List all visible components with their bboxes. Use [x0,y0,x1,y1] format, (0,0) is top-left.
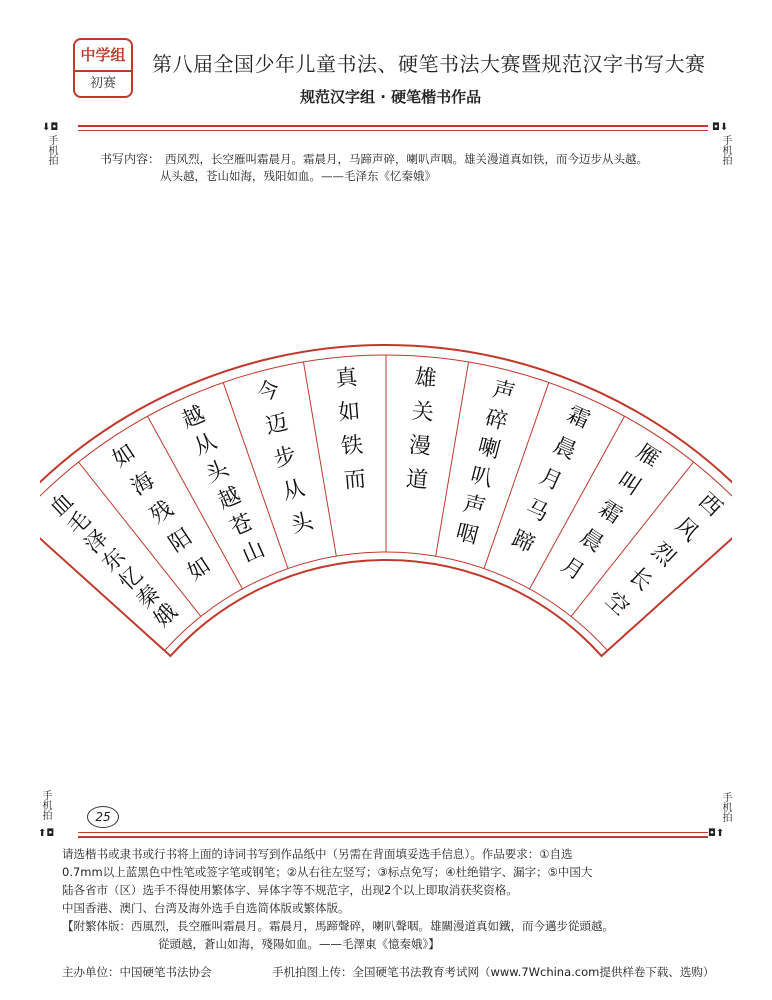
footer-organizer: 主办单位：中国硬笔书法协会 [62,965,212,979]
fan-character: 血 [45,488,79,522]
content-line-1: 西风烈，长空雁叫霜晨月。霜晨月，马蹄声碎，喇叭声咽。雄关漫道真如铁，而今迈步从头越。 [165,152,648,166]
fan-character: 月 [535,464,566,496]
fan-character: 阳 [164,524,197,558]
fan-character: 迈 [263,409,291,440]
fan-character: 如 [337,399,362,426]
fan-character: 月 [556,552,589,586]
fan-character: 长 [623,562,657,597]
fan-character: 蹄 [507,526,539,559]
fan-character: 碎 [482,405,511,436]
round-label: 初赛 [89,76,116,91]
fan-character: 海 [126,467,160,501]
camera-icon: ⬇◘ [42,122,59,133]
fan-character: 霜 [563,401,594,434]
fan-character: 马 [521,495,553,527]
fan-character: 秦 [132,580,166,615]
fan-character: 声 [489,377,518,407]
fan-writing-sheet [40,330,732,660]
fan-character: 雄 [413,365,438,393]
fan-character: 道 [405,466,430,494]
fan-character: 头 [202,455,233,488]
camera-icon: ◘⬇ [712,122,729,133]
fan-character: 关 [410,399,435,426]
fan-character: 如 [108,439,141,473]
bottom-rule-thin [78,832,708,833]
fan-character: 空 [600,587,634,621]
fan-character: 铁 [340,433,365,460]
instruction-line: 请选楷书或隶书或行书将上面的诗词书写到作品纸中（另需在背面填妥选手信息）。作品要求：①自选 [62,847,573,861]
instruction-line: 中国香港、澳门、台湾及海外选手自选简体版或繁体版。 [62,901,350,915]
camera-icon: ◘⬆ [708,828,725,839]
fan-character: 从 [190,428,221,461]
instruction-line: 【附繁体版：西風烈，長空雁叫霜晨月。霜晨月，馬蹄聲碎，喇叭聲咽。雄關漫道真如鐵，而今邁步從頭越。 [62,919,614,933]
fan-character: 头 [288,508,316,539]
instruction-line: 從頭越，蒼山如海，殘陽如血。——毛澤東《憶秦娥》】 [158,937,440,951]
group-badge [73,38,133,98]
instruction-line: 陆各省市（区）选手不得使用繁体字、异体字等不规范字，出现2个以上即取消获奖资格。 [62,883,518,897]
instruction-line: 0.7mm以上蓝黑色中性笔或签字笔或钢笔；②从右往左竖写；③标点免写；④杜绝错字、漏字；⑤中国大 [62,865,593,879]
camera-icon: ⬆◘ [38,828,55,839]
fan-character: 今 [254,377,283,407]
fan-character: 喇 [475,434,503,464]
fan-character: 山 [238,536,269,569]
fan-character: 东 [97,543,131,578]
fan-character: 雁 [631,439,664,473]
page-title: 第八届全国少年儿童书法、硬笔书法大赛暨规范汉字书写大赛 [152,52,706,76]
content-line-2: 从头越，苍山如海，残阳如血。——毛泽东《忆秦娥》 [160,169,436,183]
fan-character: 声 [460,491,489,521]
fan-character: 娥 [149,599,183,633]
fan-character: 从 [279,475,308,506]
fan-character: 晨 [575,524,608,558]
side-label-right-top: 手机拍 [720,135,731,165]
top-rule [78,125,708,127]
fan-character: 真 [334,365,359,393]
fan-character: 泽 [80,525,114,559]
fan-character: 越 [178,401,209,434]
side-label-left-top: 手机拍 [46,135,57,165]
page-subtitle: 规范汉字组 · 硬笔楷书作品 [300,88,482,106]
fan-character: 咽 [453,519,481,550]
fan-character: 步 [271,442,300,473]
side-label-left-bottom: 手机拍 [40,790,51,820]
fan-character: 毛 [62,506,97,541]
fan-character: 霜 [594,496,627,530]
side-label-right-bottom: 手机拍 [720,792,731,822]
fan-character: 苍 [226,509,257,542]
fan-character: 晨 [549,433,580,465]
footer-upload: 手机拍图上传：全国硬笔书法教育考试网（www.7Wchina.com提供样卷下载、选购） [272,965,715,979]
fan-character: 风 [669,513,704,547]
fan-character: 越 [214,482,245,515]
entry-number: 25 [87,806,119,828]
content-label: 书写内容： [100,152,161,166]
bottom-rule [78,836,708,838]
fan-character: 漫 [407,433,432,460]
fan-character: 如 [183,552,216,586]
fan-character: 而 [342,466,367,494]
fan-character: 叭 [467,462,496,493]
fan-character: 烈 [646,538,680,572]
fan-character: 残 [145,496,178,530]
fan-character: 西 [693,488,727,522]
top-rule-thin [78,130,708,131]
fan-character: 忆 [114,562,149,596]
group-label: 中学组 [75,40,131,72]
fan-character: 叫 [612,467,646,501]
